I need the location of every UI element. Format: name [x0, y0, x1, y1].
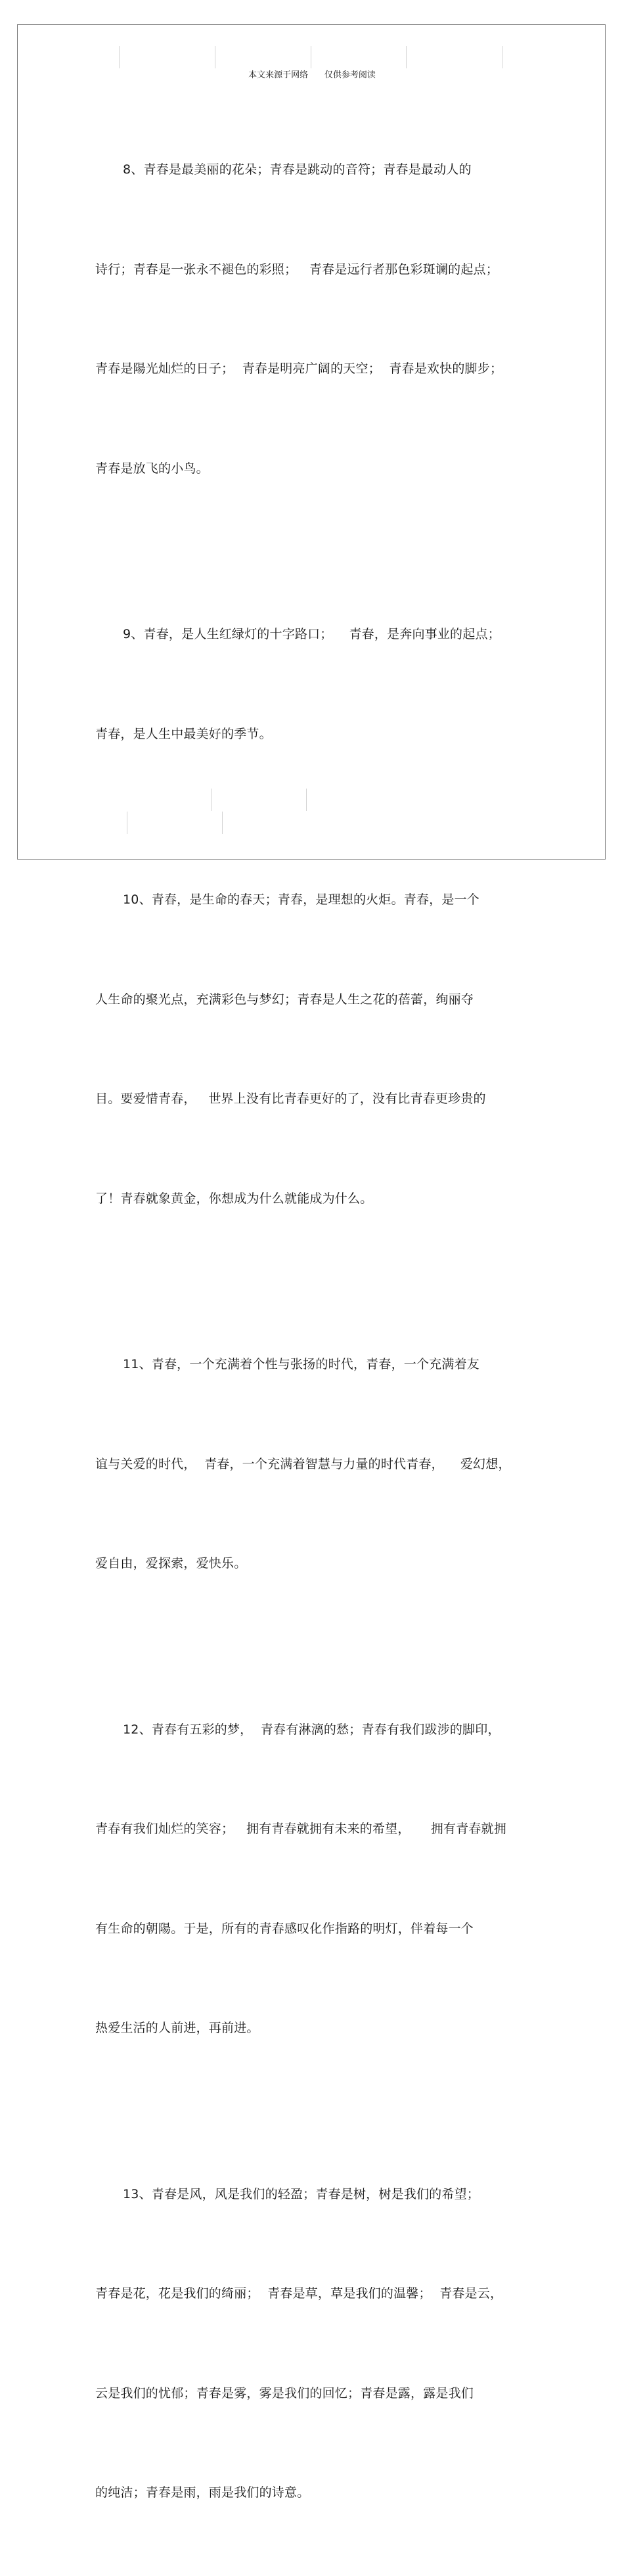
text-line: 诗行；青春是一张永不褪色的彩照； 青春是远行者那色彩斑谰的起点；: [95, 262, 499, 277]
text-line: 8、青春是最美丽的花朵；青春是跳动的音符；青春是最动人的: [123, 162, 472, 177]
text-line: 爱自由，爱探索，爱快乐。: [95, 1556, 247, 1571]
text-line: 了！青春就象黄金，你想成为什么就能成为什么。: [95, 1191, 373, 1206]
paragraph-10: [95, 817, 525, 1281]
page-header: 本文来源于网络 仅供参考阅读: [248, 70, 376, 80]
text-line: 11、青春，一个充满着个性与张扬的时代，青春，一个充满着友: [123, 1357, 479, 1371]
text-line: 青春是陽光灿烂的日子； 青春是明亮广阔的天空； 青春是欢快的脚步；: [95, 361, 503, 376]
text-line: 青春有我们灿烂的笑容； 拥有青春就拥有未来的希望， 拥有青春就拥: [95, 1822, 506, 1836]
text-line: 的纯洁；青春是雨，雨是我们的诗意。: [95, 2485, 310, 2500]
document-body: [95, 87, 525, 2576]
paragraph-12: [95, 1647, 525, 2111]
text-line: 青春，是人生中最美好的季节。: [95, 726, 272, 741]
text-line: 10、青春，是生命的春天；青春，是理想的火炬。青春，是一个: [123, 892, 479, 907]
text-line: 13、青春是风，风是我们的轻盈；青春是树，树是我们的希望；: [123, 2186, 479, 2201]
text-line: 青春是放飞的小鸟。: [95, 461, 209, 476]
text-line: 青春是花，花是我们的绮丽； 青春是草，草是我们的温馨； 青春是云，: [95, 2286, 503, 2301]
paragraph-11: [95, 1281, 525, 1647]
text-line: 云是我们的忧郁；青春是雾，雾是我们的回忆；青春是露，露是我们: [95, 2385, 474, 2401]
text-line: 谊与关爱的时代， 青春，一个充满着智慧与力量的时代青春， 爱幻想，: [95, 1456, 511, 1471]
decorative-rule: [406, 46, 407, 68]
text-line: 目。要爱惜青春， 世界上没有比青春更好的了，没有比青春更珍贵的: [95, 1092, 486, 1106]
text-line: 9、青春，是人生红绿灯的十字路口； 青春，是奔向事业的起点；: [123, 627, 501, 641]
paragraph-8: [95, 87, 525, 551]
paragraph-9: [95, 551, 525, 817]
paragraph-13: [95, 2111, 525, 2576]
decorative-rule: [119, 46, 120, 68]
text-line: 热爱生活的人前进，再前进。: [95, 2021, 259, 2035]
text-line: 人生命的聚光点，充满彩色与梦幻；青春是人生之花的蓓蕾，绚丽夺: [95, 992, 474, 1007]
text-line: 有生命的朝陽。于是，所有的青春感叹化作指路的明灯，伴着每一个: [95, 1921, 474, 1936]
text-line: 12、青春有五彩的梦， 青春有淋漓的愁；青春有我们跋涉的脚印，: [123, 1722, 501, 1737]
